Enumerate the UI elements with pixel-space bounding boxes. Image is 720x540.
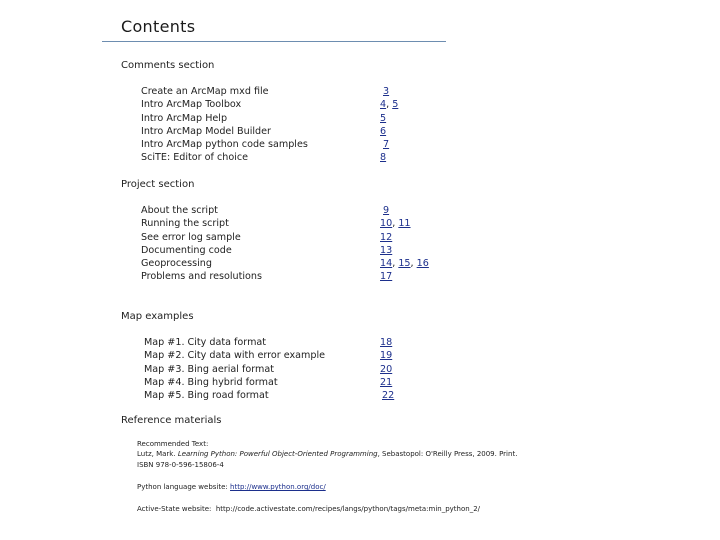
page-link[interactable]: 5 <box>380 112 387 124</box>
activestate-website-url: http://code.activestate.com/recipes/langs/python/tags/meta:min_python_2/ <box>215 505 481 513</box>
page-link[interactable]: 3 <box>383 86 390 97</box>
toc-item: See error log sample <box>141 231 241 243</box>
citation-publisher: , Sebastopol: O'Reilly Press, 2009. Print. <box>377 450 518 458</box>
page-link-row <box>380 231 429 244</box>
page-link-row: 10, 11 <box>380 218 411 230</box>
title-divider <box>102 41 446 42</box>
section-heading-comments: Comments section <box>121 60 215 71</box>
page-link[interactable]: 21 <box>380 376 393 388</box>
toc-item: Map #1. City data format <box>144 337 267 348</box>
page-link-row <box>380 85 398 98</box>
page-link-row <box>380 204 429 217</box>
page-link-row <box>380 336 394 349</box>
page-link-row <box>380 125 398 138</box>
page-link[interactable]: 18 <box>380 337 393 348</box>
page-link-row <box>380 349 394 362</box>
toc-item: Map #2. City data with error example <box>144 350 326 362</box>
toc-item: Intro ArcMap Help <box>141 112 228 124</box>
page-link-row <box>380 112 398 125</box>
toc-items-map-examples <box>144 336 325 402</box>
recommended-text-label: Recommended Text: <box>137 440 209 448</box>
toc-item: Geoprocessing <box>141 258 212 270</box>
citation <box>137 450 517 458</box>
toc-item: Map #3. Bing aerial format <box>144 363 274 375</box>
toc-item: Map #5. Bing road format <box>144 390 269 402</box>
page-link[interactable]: 16 <box>416 258 429 270</box>
toc-item: Documenting code <box>141 244 232 256</box>
page-link[interactable]: 5 <box>392 99 399 111</box>
page-link[interactable]: 8 <box>380 152 387 164</box>
toc-item: Intro ArcMap Model Builder <box>141 125 271 137</box>
page-link[interactable]: 6 <box>380 125 387 137</box>
python-website-link[interactable]: http://www.python.org/doc/ <box>230 483 326 491</box>
toc-item: Intro ArcMap python code samples <box>141 139 308 151</box>
page-link[interactable]: 4 <box>380 99 387 111</box>
page-link-row <box>380 244 429 257</box>
page-link[interactable]: 13 <box>380 244 393 256</box>
citation-isbn: ISBN 978-0-596-15806-4 <box>137 461 224 469</box>
toc-items-project <box>141 204 262 284</box>
page-link[interactable]: 10 <box>380 218 393 230</box>
page-link[interactable]: 7 <box>383 139 390 151</box>
toc-item: Intro ArcMap Toolbox <box>141 99 242 111</box>
page-link-row: 4, 5 <box>380 99 399 111</box>
page-links-project <box>380 204 429 284</box>
section-heading-project: Project section <box>121 179 195 190</box>
page-link[interactable]: 14 <box>380 258 393 270</box>
citation-author: Lutz, Mark. <box>137 450 176 458</box>
toc-item: Map #4. Bing hybrid format <box>144 376 278 388</box>
page-link-row <box>380 376 394 389</box>
toc-item: SciTE: Editor of choice <box>141 152 249 164</box>
page-link[interactable]: 15 <box>398 258 411 270</box>
page-link[interactable]: 22 <box>382 390 395 402</box>
page-link-row <box>380 389 394 402</box>
page-link-row <box>380 363 394 376</box>
activestate-website-line <box>137 505 480 513</box>
section-heading-references: Reference materials <box>121 415 222 426</box>
citation-title: Learning Python: Powerful Object-Oriented Programming <box>177 450 378 458</box>
page-link[interactable]: 11 <box>398 218 411 230</box>
page-link-row: 14, 15, 16 <box>380 258 429 270</box>
activestate-website-label: Active-State website: <box>137 505 212 513</box>
page-title: Contents <box>121 17 196 36</box>
page-link-row <box>380 138 398 151</box>
python-website-label: Python language website: <box>137 483 228 491</box>
page-link[interactable]: 17 <box>380 271 393 283</box>
toc-item: About the script <box>141 205 218 216</box>
section-heading-map-examples: Map examples <box>121 311 194 322</box>
page-link[interactable]: 19 <box>380 350 393 362</box>
toc-items-comments <box>141 85 308 165</box>
page-link[interactable]: 20 <box>380 363 393 375</box>
toc-item: Create an ArcMap mxd file <box>141 86 269 97</box>
python-website-line <box>137 483 326 491</box>
page-link-row <box>380 151 398 164</box>
page-link-row <box>380 270 429 283</box>
toc-item: Running the script <box>141 218 229 230</box>
page-link[interactable]: 12 <box>380 231 393 243</box>
page-link[interactable]: 9 <box>383 205 390 216</box>
page-links-map-examples <box>380 336 394 402</box>
page-links-comments <box>380 85 398 165</box>
toc-item: Problems and resolutions <box>141 271 262 283</box>
